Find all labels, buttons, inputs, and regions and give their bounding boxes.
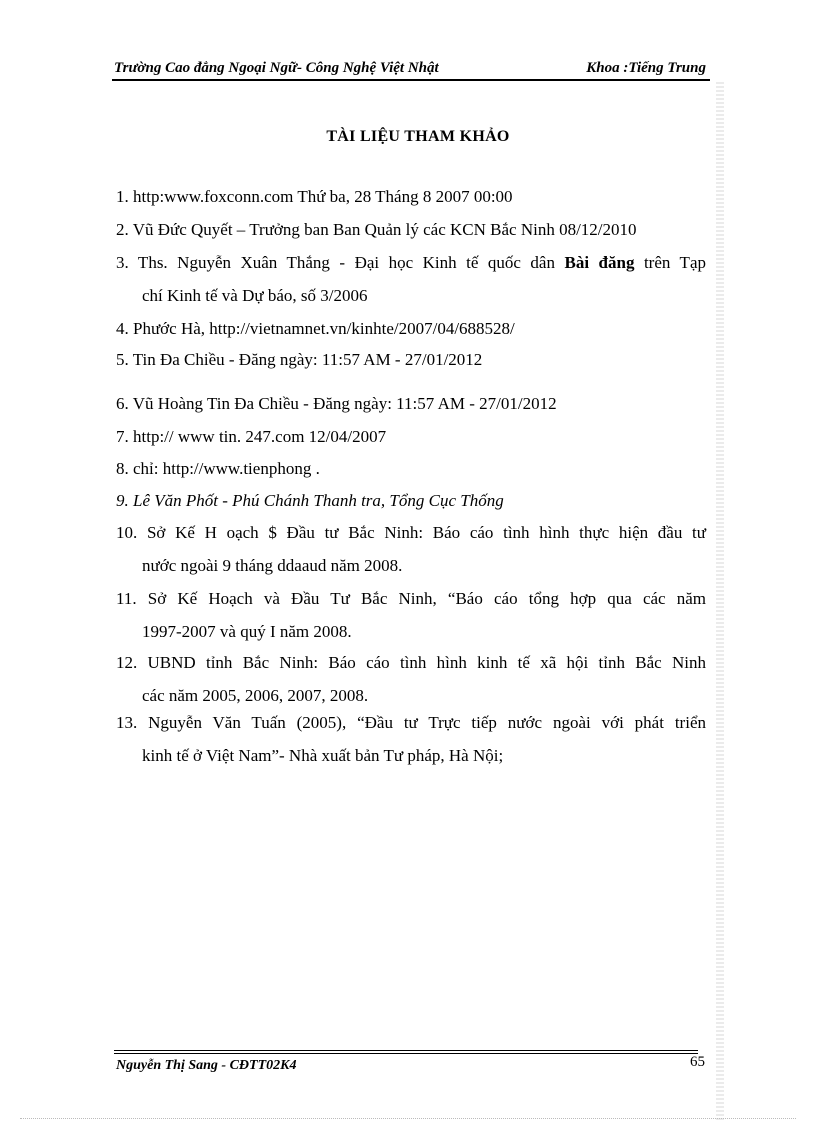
page-header: [114, 58, 710, 78]
reference-text: 7. http:// www tin. 247.com 12/04/2007: [116, 427, 387, 446]
footer-author: Nguyễn Thị Sang - CĐTT02K4: [116, 1058, 297, 1073]
reference-text: 5. Tin Đa Chiều - Đăng ngày: 11:57 AM - 27/01/2012: [116, 350, 483, 369]
reference-item-8: [116, 452, 706, 485]
reference-item-13: [116, 706, 706, 772]
reference-text-line-2: nước ngoài 9 tháng ddaaud năm 2008.: [142, 556, 403, 575]
reference-text-part: trên Tạp: [634, 253, 706, 272]
reference-text-line-1: 10. Sở Kế H oạch $ Đầu tư Bắc Ninh: Báo cáo tình hình thực hiện đầu tư: [116, 523, 706, 542]
reference-item-2: [116, 213, 706, 246]
page-edge-shading: [716, 82, 724, 1122]
reference-item-9: [116, 484, 706, 517]
reference-item-4: [116, 312, 706, 345]
page-title-text: TÀI LIỆU THAM KHẢO: [326, 128, 510, 145]
reference-item-6: [116, 387, 706, 420]
header-school-name: Trường Cao đẳng Ngoại Ngữ- Công Nghệ Việt Nhật: [114, 60, 439, 76]
reference-item-7: [116, 420, 706, 453]
reference-item-1: [116, 180, 706, 213]
reference-text: 9. Lê Văn Phốt - Phú Chánh Thanh tra, Tổng Cục Thống: [116, 491, 504, 510]
reference-text-line-2: các năm 2005, 2006, 2007, 2008.: [142, 686, 369, 705]
page-title: [0, 128, 816, 146]
reference-text-line-1: 12. UBND tỉnh Bắc Ninh: Báo cáo tình hình kinh tế xã hội tỉnh Bắc Ninh: [116, 653, 706, 672]
reference-text-line-1: 11. Sở Kế Hoạch và Đầu Tư Bắc Ninh, “Báo cáo tổng hợp qua các năm: [116, 589, 706, 608]
reference-text: 6. Vũ Hoàng Tin Đa Chiều - Đăng ngày: 11:57 AM - 27/01/2012: [116, 394, 557, 413]
reference-text-line-2: 1997-2007 và quý I năm 2008.: [142, 622, 352, 641]
reference-item-10: [116, 516, 706, 582]
header-divider: [112, 79, 710, 81]
page-number: 65: [690, 1054, 705, 1070]
reference-text: 2. Vũ Đức Quyết – Trưởng ban Ban Quản lý các KCN Bắc Ninh 08/12/2010: [116, 220, 637, 239]
reference-text-line-2: chí Kinh tế và Dự báo, số 3/2006: [142, 286, 368, 305]
reference-text: 8. chỉ: http://www.tienphong .: [116, 459, 320, 478]
footer-divider-top: [114, 1050, 698, 1051]
reference-item-5: [116, 343, 706, 376]
header-department: Khoa :Tiếng Trung: [586, 60, 706, 76]
reference-text-line-2: kinh tế ở Việt Nam”- Nhà xuất bản Tư pháp, Hà Nội;: [142, 746, 504, 765]
reference-text: 1. http:www.foxconn.com Thứ ba, 28 Tháng 8 2007 00:00: [116, 187, 513, 206]
footer-divider-bottom: [114, 1053, 698, 1054]
reference-text-line-1: 13. Nguyễn Văn Tuấn (2005), “Đầu tư Trực tiếp nước ngoài với phát triển: [116, 713, 706, 732]
reference-text: 4. Phước Hà, http://vietnamnet.vn/kinhte/2007/04/688528/: [116, 319, 515, 338]
reference-bold-text: Bài đăng: [564, 253, 635, 272]
reference-item-11: [116, 582, 706, 648]
reference-text-line-1: [116, 246, 706, 279]
reference-item-12: [116, 646, 706, 712]
reference-text-part: 3. Ths. Nguyễn Xuân Thắng - Đại học Kinh tế quốc dân: [116, 253, 565, 272]
reference-item-3: [116, 246, 706, 312]
page-bottom-border: [20, 1118, 796, 1119]
